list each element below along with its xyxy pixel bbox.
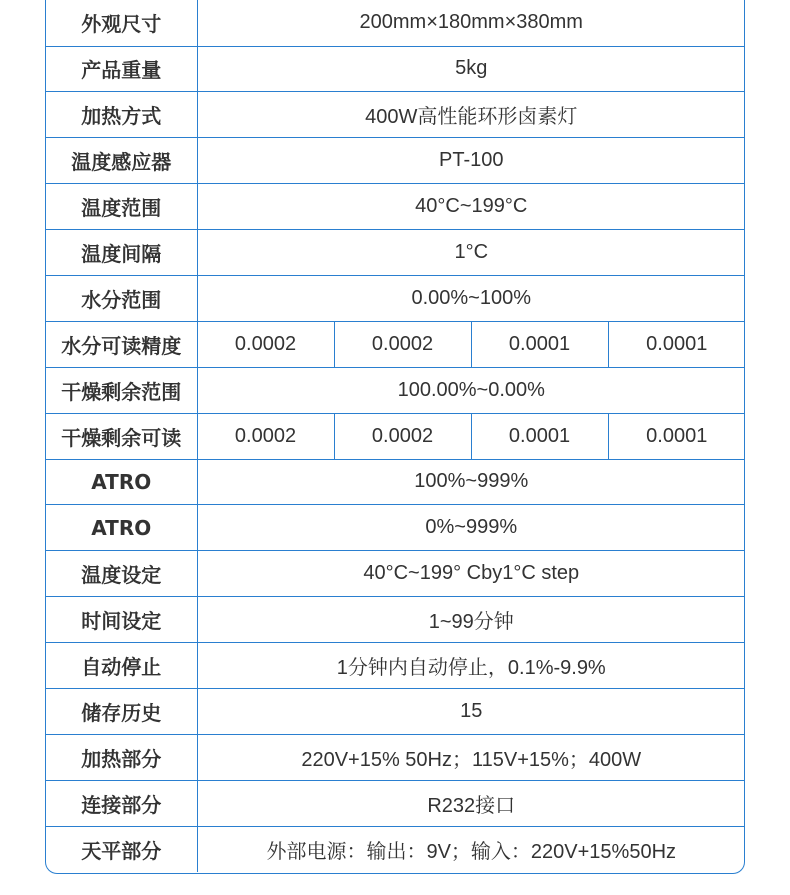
spec-value: 0%~999% xyxy=(197,505,745,551)
spec-value: 100.00%~0.00% xyxy=(197,367,745,413)
spec-value: 40°C~199°C xyxy=(197,184,745,230)
spec-label: 外观尺寸 xyxy=(46,0,197,46)
spec-value: 0.0001 xyxy=(608,321,745,367)
spec-row-atro-2 xyxy=(46,505,745,551)
spec-value: 220V+15% 50Hz；115V+15%；400W xyxy=(197,734,745,780)
spec-row-temp-range xyxy=(46,184,745,230)
spec-table xyxy=(46,0,745,872)
spec-value: 0.0001 xyxy=(608,413,745,459)
spec-value: 5kg xyxy=(197,46,745,92)
spec-value: 0.0002 xyxy=(197,413,334,459)
spec-label: 温度间隔 xyxy=(46,230,197,276)
spec-row-temp-setting xyxy=(46,551,745,597)
spec-label: 温度感应器 xyxy=(46,138,197,184)
spec-row-balance-part xyxy=(46,826,745,872)
spec-label: 水分可读精度 xyxy=(46,321,197,367)
spec-row-connection-part xyxy=(46,780,745,826)
spec-label: 连接部分 xyxy=(46,780,197,826)
spec-value: 0.0002 xyxy=(197,321,334,367)
spec-value: 0.0002 xyxy=(334,321,471,367)
spec-value: 0.0002 xyxy=(334,413,471,459)
spec-row-moisture-range xyxy=(46,275,745,321)
spec-row-moisture-readability xyxy=(46,321,745,367)
spec-value: 40°C~199° Cby1°C step xyxy=(197,551,745,597)
spec-label: 加热方式 xyxy=(46,92,197,138)
spec-value: 15 xyxy=(197,688,745,734)
spec-value: 外部电源：输出：9V；输入：220V+15%50Hz xyxy=(266,840,677,863)
spec-value: 1~99分钟 xyxy=(197,597,745,643)
spec-label: 自动停止 xyxy=(46,643,197,689)
spec-row-temp-sensor xyxy=(46,138,745,184)
spec-row-auto-stop xyxy=(46,643,745,689)
spec-label: 干燥剩余范围 xyxy=(46,367,197,413)
spec-label: 水分范围 xyxy=(46,275,197,321)
spec-row-weight xyxy=(46,46,745,92)
spec-value: 400W高性能环形卤素灯 xyxy=(197,92,745,138)
spec-value: 0.0001 xyxy=(471,413,608,459)
spec-label: ATRO xyxy=(46,505,197,551)
spec-row-heating-method xyxy=(46,92,745,138)
spec-label: 储存历史 xyxy=(46,688,197,734)
spec-label: 温度范围 xyxy=(46,184,197,230)
spec-value: 0.0001 xyxy=(471,321,608,367)
spec-row-heating-part xyxy=(46,734,745,780)
spec-value: 1分钟内自动停止，0.1%-9.9% xyxy=(197,643,745,689)
spec-value: 1°C xyxy=(197,230,745,276)
spec-row-dry-residue-readability xyxy=(46,413,745,459)
spec-value: 100%~999% xyxy=(197,459,745,505)
spec-label: 温度设定 xyxy=(46,551,197,597)
spec-row-time-setting xyxy=(46,597,745,643)
spec-value: R232接口 xyxy=(197,780,745,826)
spec-row-dimensions xyxy=(46,0,745,46)
spec-row-dry-residue-range xyxy=(46,367,745,413)
spec-label: 时间设定 xyxy=(46,597,197,643)
spec-label: 加热部分 xyxy=(46,734,197,780)
spec-value: 0.00%~100% xyxy=(197,275,745,321)
spec-table-container xyxy=(45,0,745,874)
spec-label: 干燥剩余可读 xyxy=(46,413,197,459)
spec-row-atro-1 xyxy=(46,459,745,505)
spec-label: 产品重量 xyxy=(46,46,197,92)
spec-label: ATRO xyxy=(46,459,197,505)
spec-row-storage-history xyxy=(46,688,745,734)
spec-value: PT-100 xyxy=(197,138,745,184)
spec-value: 200mm×180mm×380mm xyxy=(197,0,745,46)
spec-label: 天平部分 xyxy=(46,826,197,872)
spec-row-temp-interval xyxy=(46,230,745,276)
